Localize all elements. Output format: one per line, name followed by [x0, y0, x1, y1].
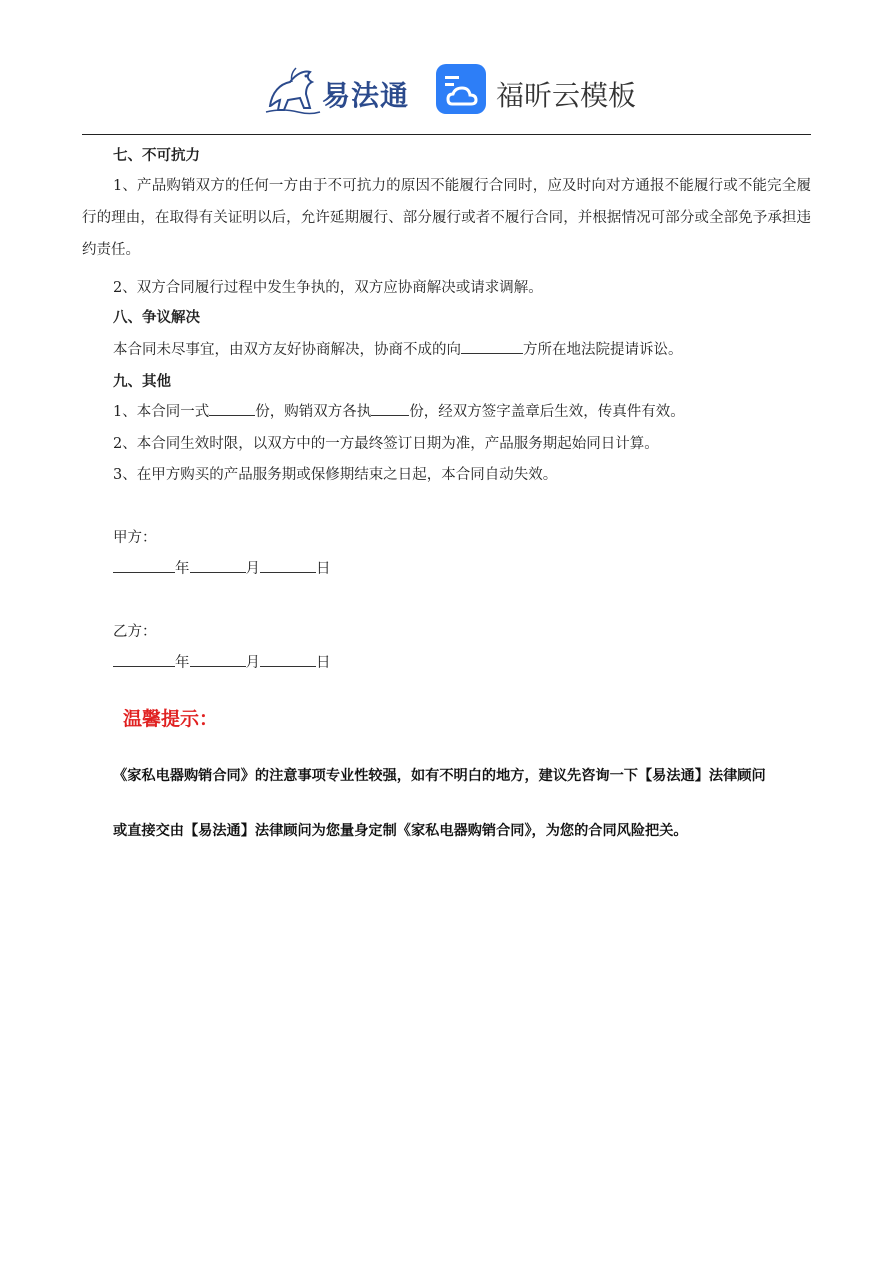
foxit-template-logo	[436, 64, 636, 116]
section-8-title: 八、争议解决	[113, 310, 200, 326]
section-9-paragraph-2: 2、本合同生效时限，以双方中的一方最终签订日期为准，产品服务期起始同日计算。	[113, 436, 659, 452]
copies-total-blank	[209, 401, 255, 416]
party-a-month-blank	[190, 558, 246, 573]
section-8-text-a: 本合同未尽事宜，由双方友好协商解决，协商不成的向	[113, 342, 461, 358]
section-8-paragraph-1	[82, 334, 811, 366]
section-8-text-b: 方所在地法院提请诉讼。	[523, 342, 683, 358]
copies-each-blank	[371, 401, 409, 416]
section-7-paragraph-1: 1、产品购销双方的任何一方由于不可抗力的原因不能履行合同时，应及时向对方通报不能履行或不能完全履行的理由，在取得有关证明以后，允许延期履行、部分履行或者不履行合同，并根据情况可部分或全部免予承担违约责任。	[82, 178, 811, 258]
warm-tip-line-1: 《家私电器购销合同》的注意事项专业性较强，如有不明白的地方，建议先咨询一下【易法通】法律顾问	[113, 768, 766, 784]
foxit-template-logo-text: 福昕云模板	[496, 79, 637, 112]
party-b-year-blank	[113, 652, 175, 667]
section-9-title: 九、其他	[113, 374, 171, 390]
warm-tip-line-2: 或直接交由【易法通】法律顾问为您量身定制《家私电器购销合同》，为您的合同风险把关。	[113, 823, 688, 839]
party-b-day-blank	[260, 652, 316, 667]
section-9-text-c: 份，经双方签字盖章后生效，传真件有效。	[409, 404, 685, 420]
day-label: 日	[316, 655, 331, 671]
section-9-text-b: 份，购销双方各执	[255, 404, 372, 420]
page-header	[0, 58, 893, 120]
year-label: 年	[175, 655, 190, 671]
warm-tip-title: 温馨提示：	[123, 708, 219, 730]
party-a-day-blank	[260, 558, 316, 573]
year-label: 年	[175, 561, 190, 577]
party-a-year-blank	[113, 558, 175, 573]
court-party-blank	[461, 339, 523, 354]
section-9-paragraph-1	[82, 396, 811, 428]
day-label: 日	[316, 561, 331, 577]
yifatong-logo-text: 易法通	[322, 79, 410, 112]
month-label: 月	[245, 561, 260, 577]
qilin-mascot-icon	[262, 62, 322, 118]
yifatong-logo	[262, 62, 422, 118]
party-a-date-line	[113, 558, 842, 579]
party-a-label: 甲方：	[113, 530, 157, 546]
cloud-document-icon	[436, 64, 486, 114]
section-7-title: 七、不可抗力	[113, 148, 200, 164]
section-9-text-a: 1、本合同一式	[113, 404, 210, 420]
section-9-paragraph-3: 3、在甲方购买的产品服务期或保修期结束之日起，本合同自动失效。	[113, 467, 558, 483]
header-divider	[82, 134, 811, 135]
month-label: 月	[245, 655, 260, 671]
party-b-label: 乙方：	[113, 624, 157, 640]
section-7-paragraph-2: 2、双方合同履行过程中发生争执的，双方应协商解决或请求调解。	[113, 280, 543, 296]
party-b-date-line	[113, 652, 842, 673]
party-b-month-blank	[190, 652, 246, 667]
